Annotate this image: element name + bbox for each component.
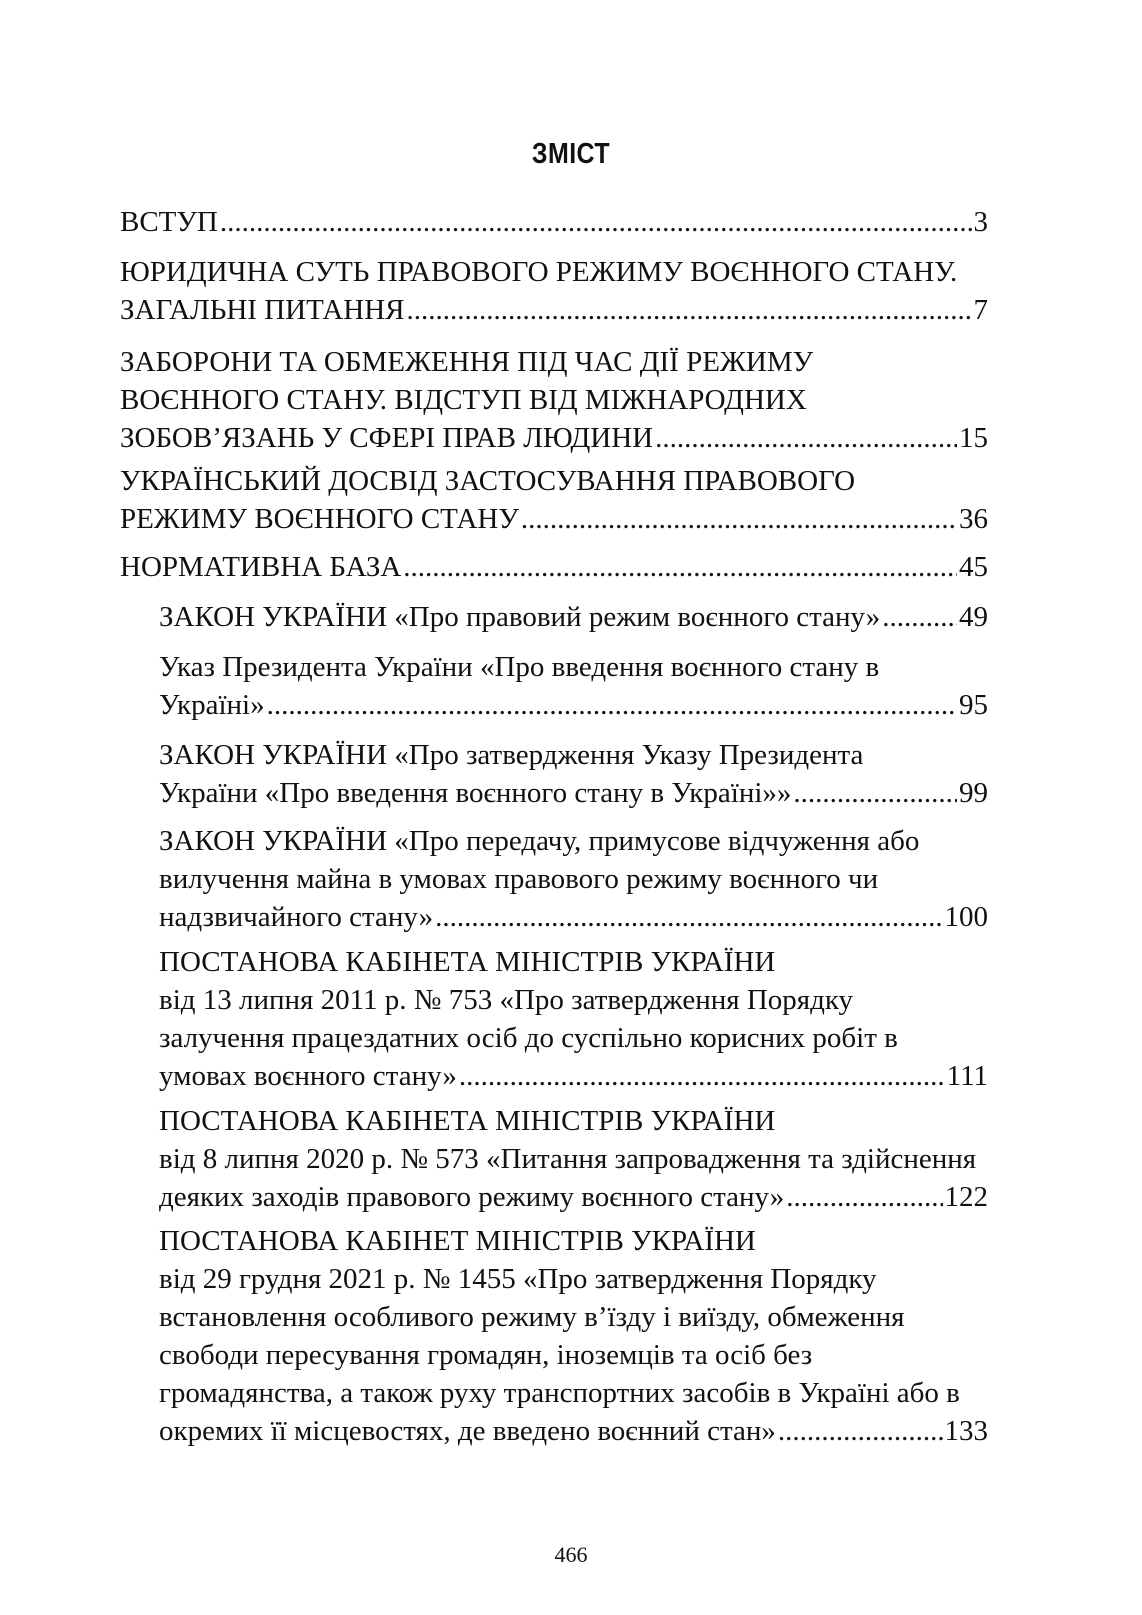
toc-page-number: 36: [959, 503, 988, 535]
toc-entry-title-line: умовах воєнного стану»: [159, 1060, 457, 1092]
toc-entry-title-line: залучення працездатних осіб до суспільно корисних робіт в: [159, 1022, 898, 1054]
toc-entry-title-line: окремих її місцевостях, де введено воєнний стан»: [159, 1415, 776, 1447]
leader-dots: [882, 598, 957, 636]
toc-entry-ukrainian-experience[interactable]: [120, 462, 988, 538]
toc-entry-presidential-decree[interactable]: [159, 648, 988, 724]
toc-entry-title-line: ПОСТАНОВА КАБІНЕТ МІНІСТРІВ УКРАЇНИ: [159, 1225, 756, 1257]
toc-entry-title-line: ЗАБОРОНИ ТА ОБМЕЖЕННЯ ПІД ЧАС ДІЇ РЕЖИМУ: [120, 346, 814, 378]
toc-entry-title-line: НОРМАТИВНА БАЗА: [120, 551, 402, 583]
toc-entry-title-line: Указ Президента України «Про введення воєнного стану в: [159, 651, 880, 683]
toc-page-number: 3: [973, 206, 988, 238]
toc-page-number: 122: [944, 1181, 988, 1213]
toc-entry-title-line: ВОЄННОГО СТАНУ. ВІДСТУП ВІД МІЖНАРОДНИХ: [120, 384, 807, 416]
toc-page-number: 7: [973, 294, 988, 326]
leader-dots: [793, 774, 957, 812]
page-title: ЗМІСТ: [531, 138, 611, 170]
toc-entry-title-line: України «Про введення воєнного стану в Україні»»: [159, 777, 792, 809]
toc-entry-title-line: ВСТУП: [120, 206, 218, 238]
toc-entry-title-line: від 8 липня 2020 р. № 573 «Питання запровадження та здійснення: [159, 1143, 977, 1175]
toc-entry-title-line: деяких заходів правового режиму воєнного стану»: [159, 1181, 785, 1213]
toc-page-number: 45: [959, 551, 988, 583]
leader-dots: [435, 898, 942, 936]
leader-dots: [220, 203, 972, 241]
toc-entry-title-line: ЗАКОН УКРАЇНИ «Про затвердження Указу Президента: [159, 739, 864, 771]
toc-entry-title-line: громадянства, а також руху транспортних засобів в Україні або в: [159, 1377, 960, 1409]
toc-entry-prohibitions[interactable]: [120, 343, 988, 457]
toc-page-number: 49: [959, 601, 988, 633]
toc-entry-title-line: встановлення особливого режиму в’їзду і виїзду, обмеження: [159, 1301, 905, 1333]
toc-entry-title-line: від 13 липня 2011 р. № 753 «Про затвердження Порядку: [159, 984, 854, 1016]
toc-entry-title-line: Україні»: [159, 689, 265, 721]
toc-entry-title-line: ЮРИДИЧНА СУТЬ ПРАВОВОГО РЕЖИМУ ВОЄННОГО СТАНУ.: [120, 256, 958, 288]
toc-entry-law-approval-decree[interactable]: [159, 736, 988, 812]
leader-dots: [786, 1178, 942, 1216]
leader-dots: [521, 500, 957, 538]
toc-entry-legal-essence[interactable]: [120, 253, 988, 329]
toc-entry-title-line: від 29 грудня 2021 р. № 1455 «Про затвердження Порядку: [159, 1263, 877, 1295]
toc-entry-introduction[interactable]: [120, 203, 988, 241]
toc-entry-resolution-1455[interactable]: [159, 1222, 988, 1450]
toc-entry-title-line: надзвичайного стану»: [159, 901, 434, 933]
leader-dots: [459, 1057, 945, 1095]
toc-entry-law-property-transfer[interactable]: [159, 822, 988, 936]
toc-entry-resolution-573[interactable]: [159, 1102, 988, 1216]
toc-entry-title-line: свободи пересування громадян, іноземців та осіб без: [159, 1339, 813, 1371]
toc-page-number: 99: [959, 777, 988, 809]
toc-page-number: 15: [959, 422, 988, 454]
leader-dots: [267, 686, 957, 724]
toc-entry-title-line: ЗАКОН УКРАЇНИ «Про передачу, примусове відчуження або: [159, 825, 920, 857]
toc-entry-regulatory-framework[interactable]: [120, 548, 988, 586]
toc-entry-title-line: ЗАГАЛЬНІ ПИТАННЯ: [120, 294, 405, 326]
toc-entry-title-line: вилучення майна в умовах правового режиму воєнного чи: [159, 863, 879, 895]
toc-entry-title-line: ЗОБОВ’ЯЗАНЬ У СФЕРІ ПРАВ ЛЮДИНИ: [120, 422, 654, 454]
toc-entry-title-line: УКРАЇНСЬКИЙ ДОСВІД ЗАСТОСУВАННЯ ПРАВОВОГО: [120, 465, 856, 497]
leader-dots: [407, 291, 972, 329]
toc-entry-title-line: ЗАКОН УКРАЇНИ «Про правовий режим воєнного стану»: [159, 601, 881, 633]
toc-page-number: 100: [944, 901, 988, 933]
toc-entry-title-line: ПОСТАНОВА КАБІНЕТА МІНІСТРІВ УКРАЇНИ: [159, 1105, 776, 1137]
toc-page-number: 95: [959, 689, 988, 721]
toc-entry-resolution-753[interactable]: [159, 943, 988, 1095]
toc-page-number: 133: [944, 1415, 988, 1447]
toc-page-number: 111: [946, 1060, 988, 1092]
toc-entry-title-line: ПОСТАНОВА КАБІНЕТА МІНІСТРІВ УКРАЇНИ: [159, 946, 776, 978]
toc-entry-title-line: РЕЖИМУ ВОЄННОГО СТАНУ: [120, 503, 519, 535]
leader-dots: [403, 548, 957, 586]
page-number: 466: [554, 1542, 588, 1567]
leader-dots: [778, 1412, 943, 1450]
leader-dots: [655, 419, 957, 457]
toc-entry-law-martial-regime[interactable]: [159, 598, 988, 636]
